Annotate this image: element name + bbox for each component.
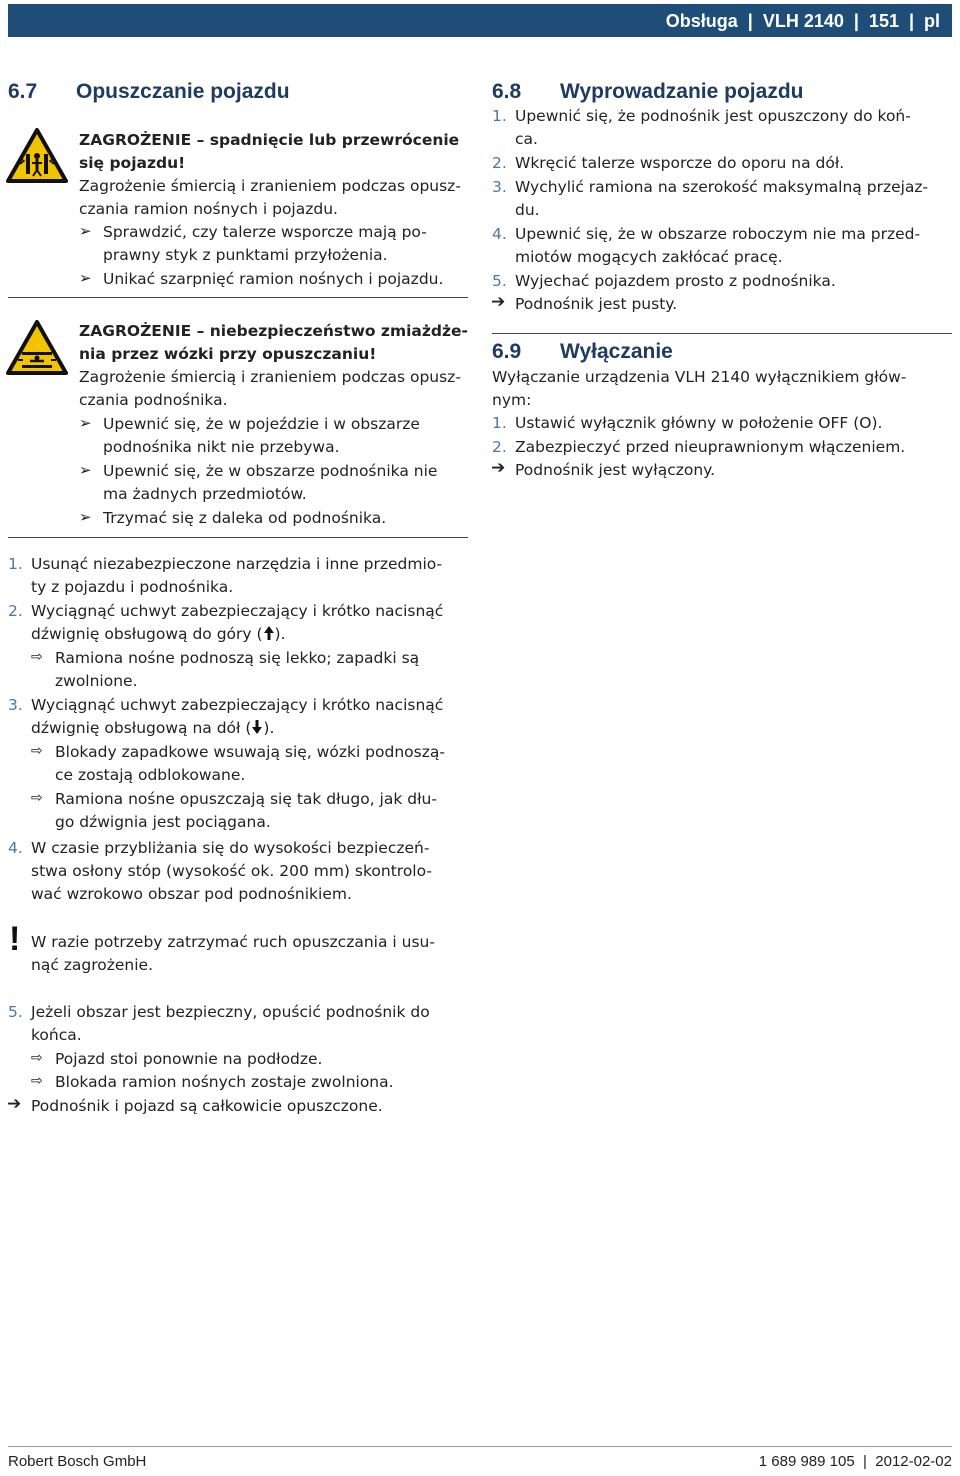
step-text: W czasie przybliżania się do wysokości bezpieczeń- (31, 839, 430, 857)
step-number: 5. (8, 1003, 23, 1021)
result-hollow-arrow-icon: ⇨ (31, 1073, 43, 1089)
arrow-bullet-icon: ➢ (79, 414, 92, 432)
page-header-text: Obsługa | VLH 2140 | 151 | pl (665, 11, 940, 31)
danger-bullet-text: Upewnić się, że w pojeździe i w obszarze (103, 415, 420, 433)
danger-text-line-1: Zagrożenie śmiercią i zranieniem podczas opusz- (79, 368, 461, 386)
step-number: 2. (492, 438, 507, 456)
danger-title-line-1: ZAGROŻENIE – spadnięcie lub przewrócenie (79, 131, 460, 149)
step-number: 2. (8, 602, 23, 620)
step-text: ty z pojazdu i podnośnika. (31, 578, 234, 596)
arrow-bullet-icon: ➢ (79, 508, 92, 526)
crushing-hazard-warning-icon (6, 128, 68, 184)
result-text: go dźwignia jest pociągana. (55, 813, 271, 831)
step-number: 3. (492, 178, 507, 196)
section-number: 6.8 (492, 80, 522, 103)
danger-bullet-text: podnośnika nikt nie przebywa. (103, 438, 340, 456)
arrow-bullet-icon: ➢ (79, 269, 92, 287)
step-text: wać wzrokowo obszar pod podnośnikiem. (31, 885, 352, 903)
danger-bullet-text: ma żadnych przedmiotów. (103, 485, 307, 503)
result-text: Blokada ramion nośnych zostaje zwolniona. (55, 1073, 394, 1091)
step-text: stwa osłony stóp (wysokość ok. 200 mm) skontrolo- (31, 862, 432, 880)
step-number: 4. (492, 225, 507, 243)
page-header-bar (8, 4, 952, 37)
exclamation-note-icon: ! (9, 920, 21, 958)
step-text: Jeżeli obszar jest bezpieczny, opuścić podnośnik do (31, 1003, 430, 1021)
crushing-hazard-warning-icon (6, 320, 68, 376)
danger-title-line-2: się pojazdu! (79, 154, 186, 172)
danger-bullet-text: Sprawdzić, czy talerze wsporcze mają po- (103, 223, 427, 241)
footer-divider (8, 1446, 952, 1447)
divider (8, 537, 468, 538)
intro-text: nym: (492, 391, 532, 409)
danger-bullet-text: prawny styk z punktami przyłożenia. (103, 246, 388, 264)
section-heading-6-8 (492, 80, 803, 104)
step-text: Wyciągnąć uchwyt zabezpieczający i krótko nacisnąć (31, 602, 444, 620)
step-text: Zabezpieczyć przed nieuprawnionym włączeniem. (515, 438, 906, 456)
final-result-text: Podnośnik jest pusty. (515, 295, 678, 313)
danger-bullet-text: Trzymać się z daleka od podnośnika. (103, 509, 387, 527)
step-text: Wyciągnąć uchwyt zabezpieczający i krótko nacisnąć (31, 696, 444, 714)
arrow-up-icon (263, 625, 275, 641)
danger-text-line-2: czania podnośnika. (79, 391, 228, 409)
section-number: 6.7 (8, 80, 38, 103)
step-number: 5. (492, 272, 507, 290)
step-text: ca. (515, 130, 538, 148)
result-text: Ramiona nośne opuszczają się tak długo, jak dłu- (55, 790, 437, 808)
final-result-arrow-icon: ➔ (491, 458, 506, 478)
step-text: dźwignię obsługową do góry ( ). (31, 625, 286, 643)
result-text: Ramiona nośne podnoszą się lekko; zapadki są (55, 649, 420, 667)
result-text: zwolnione. (55, 672, 138, 690)
step-number: 4. (8, 839, 23, 857)
final-result-text: Podnośnik jest wyłączony. (515, 461, 716, 479)
step-text: Usunąć niezabezpieczone narzędzia i inne przedmio- (31, 555, 443, 573)
danger-title-line-2: nia przez wózki przy opuszczaniu! (79, 345, 377, 363)
result-text: ce zostają odblokowane. (55, 766, 246, 784)
result-hollow-arrow-icon: ⇨ (31, 743, 43, 759)
result-text: Blokady zapadkowe wsuwają się, wózki podnoszą- (55, 743, 445, 761)
note-text: nąć zagrożenie. (31, 956, 154, 974)
section-title: Wyłączanie (560, 340, 673, 363)
section-number: 6.9 (492, 340, 522, 363)
arrow-down-icon (251, 719, 263, 735)
step-text: Wyjechać pojazdem prosto z podnośnika. (515, 272, 836, 290)
danger-title-line-1: ZAGROŻENIE – niebezpieczeństwo zmiażdże- (79, 322, 468, 340)
step-number: 1. (492, 107, 507, 125)
result-hollow-arrow-icon: ⇨ (31, 649, 43, 665)
footer-docnumber-date: 1 689 989 105 | 2012-02-02 (758, 1453, 952, 1470)
note-text: W razie potrzeby zatrzymać ruch opuszczania i usu- (31, 933, 435, 951)
section-heading-6-7 (8, 80, 290, 104)
step-text: Upewnić się, że w obszarze roboczym nie ma przed- (515, 225, 921, 243)
final-result-text: Podnośnik i pojazd są całkowicie opuszczone. (31, 1097, 383, 1115)
step-number: 1. (8, 555, 23, 573)
arrow-bullet-icon: ➢ (79, 461, 92, 479)
final-result-arrow-icon: ➔ (491, 292, 506, 312)
danger-bullet-text: Unikać szarpnięć ramion nośnych i pojazdu. (103, 270, 444, 288)
divider (492, 333, 952, 334)
danger-text-line-1: Zagrożenie śmiercią i zranieniem podczas opusz- (79, 177, 461, 195)
section-heading-6-9 (492, 340, 673, 364)
section-title: Wyprowadzanie pojazdu (560, 80, 804, 103)
step-number: 2. (492, 154, 507, 172)
section-title: Opuszczanie pojazdu (76, 80, 290, 103)
step-text: końca. (31, 1026, 82, 1044)
step-text: Wychylić ramiona na szerokość maksymalną przejaz- (515, 178, 929, 196)
step-number: 1. (492, 414, 507, 432)
result-text: Pojazd stoi ponownie na podłodze. (55, 1050, 323, 1068)
arrow-bullet-icon: ➢ (79, 222, 92, 240)
footer-company: Robert Bosch GmbH (8, 1453, 147, 1470)
divider (8, 297, 468, 298)
danger-bullet-text: Upewnić się, że w obszarze podnośnika nie (103, 462, 438, 480)
step-text: miotów mogących zakłócać pracę. (515, 248, 783, 266)
step-number: 3. (8, 696, 23, 714)
result-hollow-arrow-icon: ⇨ (31, 1050, 43, 1066)
step-text: Ustawić wyłącznik główny w położenie OFF (O). (515, 414, 883, 432)
step-text: dźwignię obsługową na dół ( ). (31, 719, 275, 737)
intro-text: Wyłączanie urządzenia VLH 2140 wyłącznikiem głów- (492, 368, 907, 386)
step-text: du. (515, 201, 540, 219)
final-result-arrow-icon: ➔ (7, 1094, 22, 1114)
step-text: Upewnić się, że podnośnik jest opuszczony do koń- (515, 107, 911, 125)
result-hollow-arrow-icon: ⇨ (31, 790, 43, 806)
step-text: Wkręcić talerze wsporcze do oporu na dół. (515, 154, 845, 172)
danger-text-line-2: czania ramion nośnych i pojazdu. (79, 200, 338, 218)
